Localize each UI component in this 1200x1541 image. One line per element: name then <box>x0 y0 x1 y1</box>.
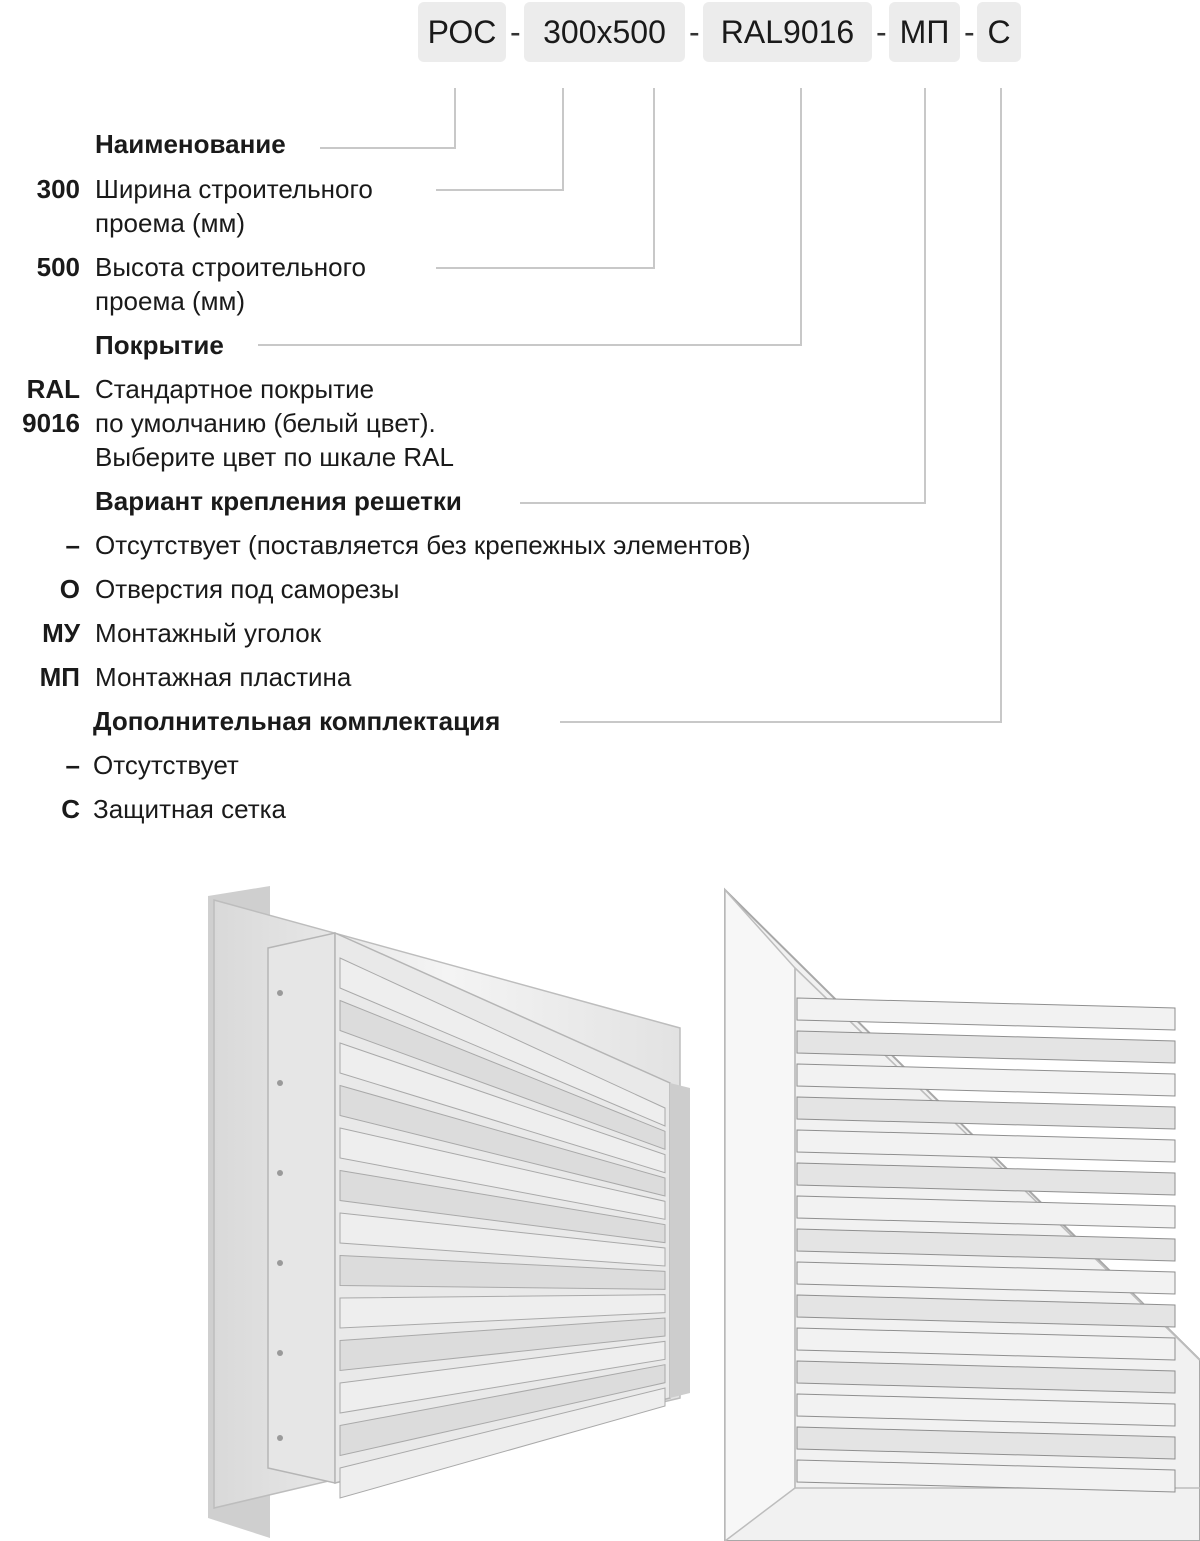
extra-option-key: С <box>61 794 80 824</box>
grille-side-view-icon <box>200 878 700 1541</box>
coating-label-line1: Стандартное покрытие <box>95 374 375 404</box>
width-key: 300 <box>36 174 80 204</box>
grille-front-view-icon <box>705 878 1200 1541</box>
coating-key-line1: RAL <box>26 374 80 404</box>
mount-option-text: Отверстия под саморезы <box>95 574 400 604</box>
mount-option-key: О <box>59 574 80 604</box>
height-label-line1: Высота строительного <box>95 252 366 282</box>
leader-coating <box>258 88 801 345</box>
code-separator: - <box>510 14 521 50</box>
extra-option-text: Отсутствует <box>93 750 239 780</box>
code-separator: - <box>964 14 975 50</box>
leader-extra <box>560 88 1001 722</box>
code-separator: - <box>876 14 887 50</box>
coating-key-line2: 9016 <box>22 408 80 438</box>
height-key: 500 <box>36 252 80 282</box>
leader-mount <box>520 88 925 503</box>
extra-header: Дополнительная комплектация <box>93 706 501 736</box>
name-header: Наименование <box>95 129 286 159</box>
mount-option-key: МУ <box>42 618 80 648</box>
code-chip-extra: С <box>977 2 1021 62</box>
width-label-line2: проема (мм) <box>95 208 246 238</box>
mount-option-key: – <box>65 530 80 560</box>
mount-option-text: Монтажный уголок <box>95 618 322 648</box>
leader-name <box>320 88 455 148</box>
code-chip-coating: RAL9016 <box>703 2 872 62</box>
code-chip-name: РОС <box>418 2 506 62</box>
width-label-line1: Ширина строительного <box>95 174 373 204</box>
mount-header: Вариант крепления решетки <box>95 486 462 516</box>
mount-option-text: Отсутствует (поставляется без крепежных элементов) <box>95 530 751 560</box>
coating-header: Покрытие <box>95 330 224 360</box>
coating-label-line3: Выберите цвет по шкале RAL <box>95 442 454 472</box>
mount-option-text: Монтажная пластина <box>95 662 352 692</box>
code-separator: - <box>689 14 700 50</box>
extra-option-text: Защитная сетка <box>93 794 287 824</box>
leader-height <box>436 88 654 268</box>
height-label-line2: проема (мм) <box>95 286 246 316</box>
coating-label-line2: по умолчанию (белый цвет). <box>95 408 436 438</box>
code-chip-size: 300х500 <box>524 2 685 62</box>
code-chip-mount: МП <box>889 2 960 62</box>
mount-option-key: МП <box>39 662 80 692</box>
extra-option-key: – <box>65 750 80 780</box>
